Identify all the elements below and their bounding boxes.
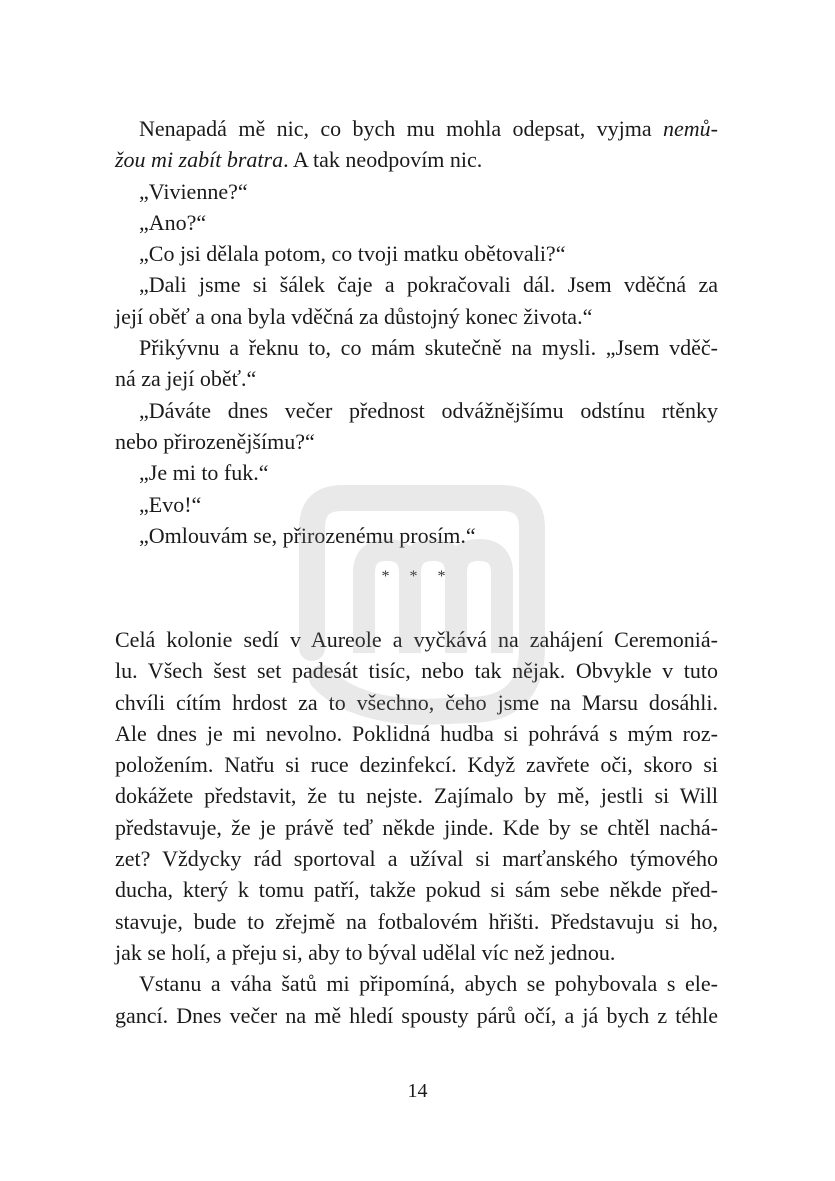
text-line: [115, 457, 718, 488]
text-line: [115, 238, 718, 269]
text-line: [115, 874, 718, 905]
text-run: „Evo!“: [139, 491, 202, 517]
text-line: [115, 749, 718, 780]
text-line: [115, 489, 718, 520]
text-run: gancí. Dnes večer na mě hledí spousty párů očí, a já bych z téhle: [115, 1002, 718, 1028]
text-run: Ale dnes je mi nevolno. Poklidná hudba si pohrává s mým roz-: [115, 720, 718, 746]
text-line: [115, 937, 718, 968]
text-run: „Je mi to fuk.“: [139, 460, 269, 486]
text-line: [115, 780, 718, 811]
text-line: [115, 176, 718, 207]
text-run: Celá kolonie sedí v Aureole a vyčkává na zahájení Ceremoniá-: [115, 627, 718, 652]
text-line: [115, 624, 718, 655]
text-run: její oběť a ona byla vděčná za důstojný konec života.“: [115, 303, 593, 329]
text-run: stavuje, bude to zřejmě na fotbalovém hřišti. Představuju si ho,: [115, 908, 718, 934]
text-run: ducha, který k tomu patří, takže pokud si sám sebe někde před-: [115, 877, 718, 903]
text-run: „Ano?“: [139, 209, 207, 235]
text-run: chvíli cítím hrdost za to všechno, čeho jsme na Marsu dosáhli.: [115, 689, 718, 715]
text-run: jak se holí, a přeju si, aby to býval udělal víc než jednou.: [115, 939, 616, 965]
text-run: „Co jsi dělala potom, co tvoji matku obětovali?“: [139, 241, 566, 267]
text-line: [115, 363, 718, 394]
text-line: [115, 426, 718, 457]
text-run: „Dali jsme si šálek čaje a pokračovali dál. Jsem vděčná za: [139, 272, 718, 298]
text-block-narrative: [115, 624, 718, 1031]
italic-text: nemů-: [663, 116, 718, 141]
text-block-dialogue: [115, 113, 718, 551]
text-line: [115, 968, 718, 999]
text-line: [115, 144, 718, 175]
text-run: nebo přirozenějšímu?“: [115, 428, 315, 454]
text-line: [115, 843, 718, 874]
section-separator: * * *: [381, 568, 454, 585]
text-line: [115, 269, 718, 300]
italic-text: žou mi zabít bratra: [115, 147, 284, 173]
text-run: představuje, že je právě teď někde jinde. Kde by se chtěl nachá-: [115, 814, 718, 840]
text-run: dokážete představit, že tu nejste. Zajímalo by mě, jestli si Will: [115, 783, 718, 809]
text-line: [115, 906, 718, 937]
text-line: [115, 395, 718, 426]
text-run: položením. Natřu si ruce dezinfekcí. Když zavřete oči, skoro si: [115, 752, 718, 778]
text-run: zet? Vždycky rád sportoval a užíval si marťanského týmového: [115, 846, 718, 872]
text-line: [115, 1000, 718, 1031]
text-line: [115, 812, 718, 843]
text-run: „Vivienne?“: [139, 178, 248, 204]
page-number: 14: [407, 1080, 428, 1102]
text-line: [115, 301, 718, 332]
text-run: Vstanu a váha šatů mi připomíná, abych se pohybovala s ele-: [139, 971, 718, 997]
text-run: Přikývnu a řeknu to, co mám skutečně na mysli. „Jsem vděč-: [139, 335, 718, 361]
text-line: [115, 113, 718, 144]
text-run: lu. Všech šest set padesát tisíc, nebo tak nějak. Obvykle v tuto: [115, 658, 718, 684]
text-run: „Dáváte dnes večer přednost odvážnějšímu odstínu rtěnky: [139, 397, 718, 423]
text-line: [115, 718, 718, 749]
text-line: [115, 655, 718, 686]
text-line: [115, 687, 718, 718]
text-run: ná za její oběť.“: [115, 366, 257, 392]
text-line: [115, 207, 718, 238]
text-run: . A tak neodpovím nic.: [283, 147, 483, 173]
text-line: [115, 332, 718, 363]
text-run: Nenapadá mě nic, co bych mu mohla odepsat, vyjma: [139, 116, 664, 141]
text-line: [115, 520, 718, 551]
text-run: „Omlouvám se, přirozenému prosím.“: [139, 522, 476, 548]
